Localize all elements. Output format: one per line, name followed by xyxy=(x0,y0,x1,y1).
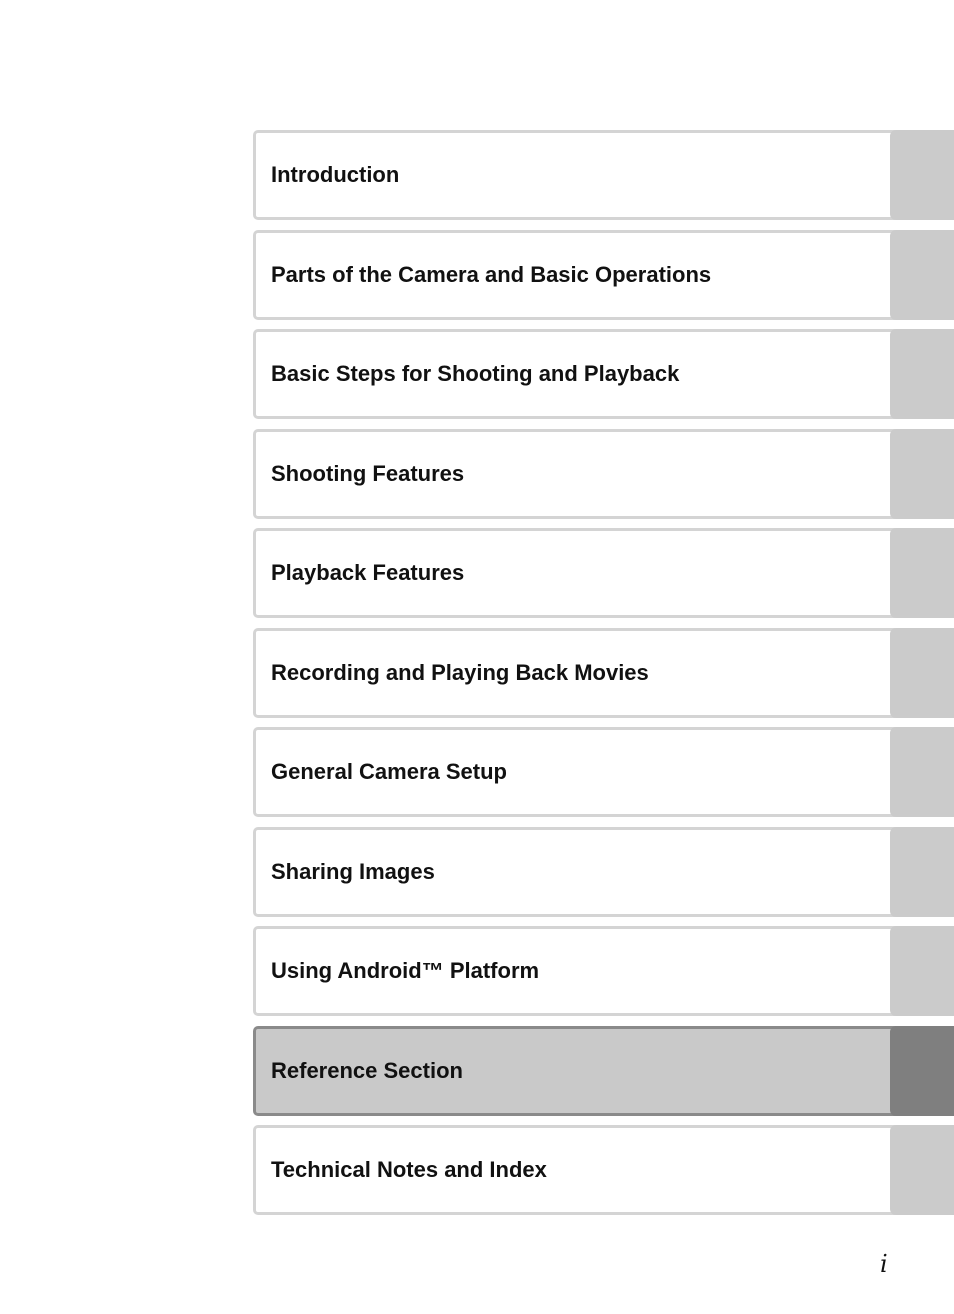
toc-item-shooting-features[interactable] xyxy=(253,429,954,519)
section-tab xyxy=(890,1125,954,1215)
toc-item-label: Parts of the Camera and Basic Operations xyxy=(271,261,712,287)
toc-item-sharing-images[interactable] xyxy=(253,827,954,917)
toc-item-label: Playback Features xyxy=(271,560,465,585)
toc-item-label: Technical Notes and Index xyxy=(271,1157,547,1182)
section-tab xyxy=(890,429,954,519)
section-tab xyxy=(890,130,954,220)
toc-item-general-setup[interactable] xyxy=(253,727,954,817)
section-tab xyxy=(890,329,954,419)
section-tab xyxy=(890,230,954,320)
toc-item-reference-section[interactable] xyxy=(253,1026,954,1116)
toc-item-playback-features[interactable] xyxy=(253,528,954,618)
page-number: i xyxy=(880,1250,888,1278)
toc-item-label: Basic Steps for Shooting and Playback xyxy=(271,361,680,386)
toc-item-label: Recording and Playing Back Movies xyxy=(271,659,649,685)
toc-item-introduction[interactable] xyxy=(253,130,954,220)
section-tab xyxy=(890,827,954,917)
toc-item-parts-of-camera[interactable] xyxy=(253,230,954,320)
toc-item-label: General Camera Setup xyxy=(271,759,507,784)
toc-item-movies[interactable] xyxy=(253,628,954,718)
section-tab xyxy=(890,727,954,817)
toc-item-android-platform[interactable] xyxy=(253,926,954,1016)
toc-item-label: Sharing Images xyxy=(271,858,435,884)
section-tab xyxy=(890,528,954,618)
table-of-contents xyxy=(253,130,954,1225)
toc-item-label: Using Android™ Platform xyxy=(271,958,540,983)
toc-item-technical-notes[interactable] xyxy=(253,1125,954,1215)
toc-item-label: Reference Section xyxy=(271,1057,463,1083)
section-tab xyxy=(890,628,954,718)
section-tab-active xyxy=(890,1026,954,1116)
toc-item-basic-steps[interactable] xyxy=(253,329,954,419)
toc-item-label: Shooting Features xyxy=(271,460,465,486)
toc-item-label: Introduction xyxy=(271,162,400,187)
section-tab xyxy=(890,926,954,1016)
